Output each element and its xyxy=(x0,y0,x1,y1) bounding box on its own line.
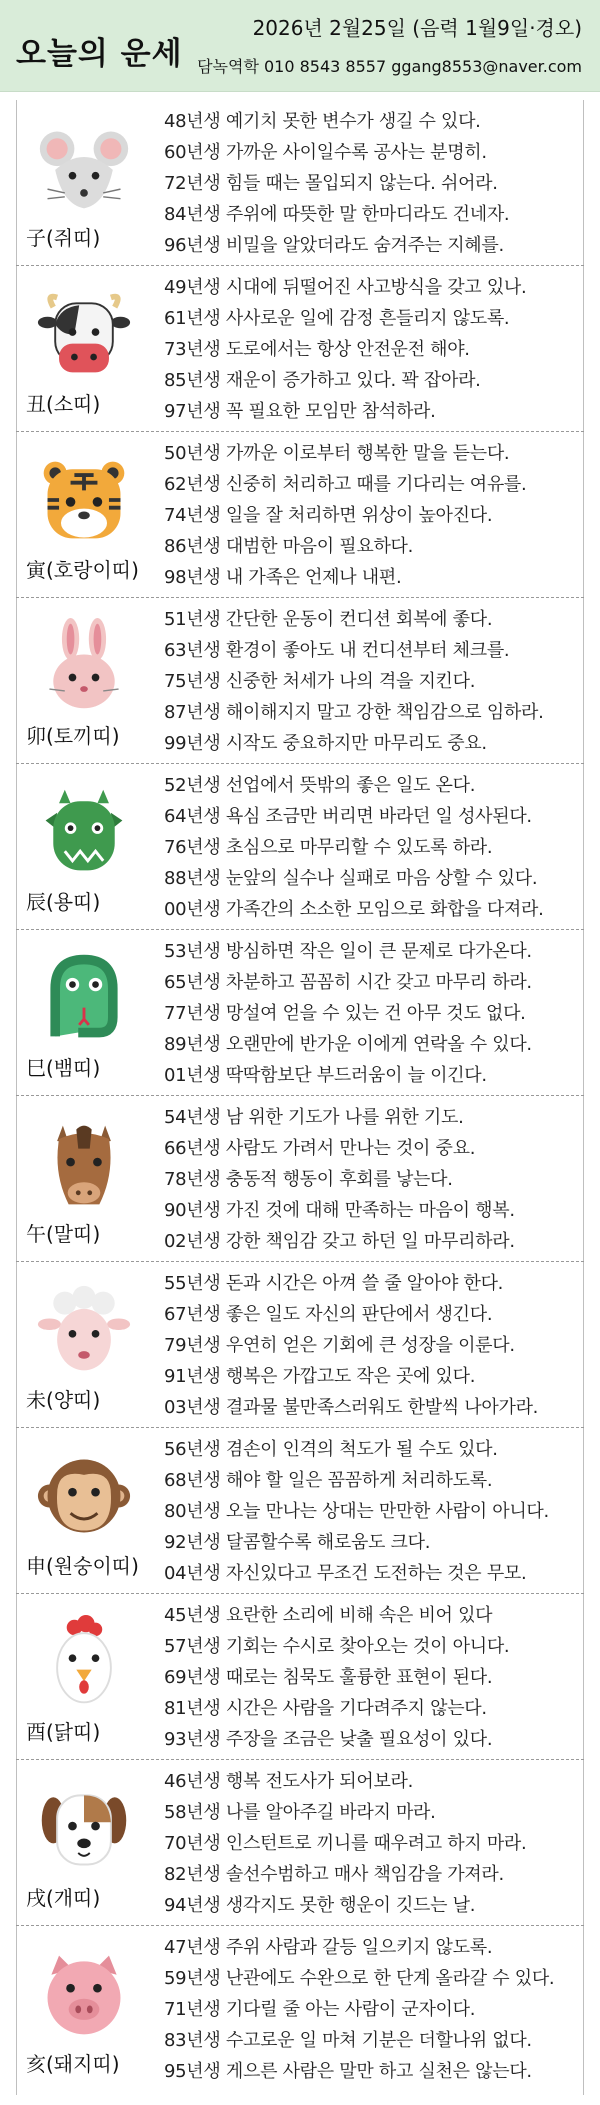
fortune-line: 54년생 남 위한 기도가 나를 위한 기도. xyxy=(164,1107,464,1128)
zodiac-sign: 寅(호랑이띠) xyxy=(26,558,139,582)
fortune-lines xyxy=(164,438,584,593)
fortune-line: 67년생 좋은 일도 자신의 판단에서 생긴다. xyxy=(164,1304,493,1325)
zodiac-sign: 未(양띠) xyxy=(26,1388,101,1412)
fortune-line: 65년생 차분하고 꼼꼼히 시간 갖고 마무리 하라. xyxy=(164,972,532,993)
fortune-line: 46년생 행복 전도사가 되어보라. xyxy=(164,1771,414,1792)
zodiac-section-rooster xyxy=(16,1594,584,1760)
fortune-line: 96년생 비밀을 알았더라도 숨겨주는 지혜를. xyxy=(164,235,504,256)
zodiac-section-rabbit xyxy=(16,598,584,764)
zodiac-section-pig xyxy=(16,1926,584,2092)
fortune-line: 03년생 결과물 불만족스러워도 한발씩 나아가라. xyxy=(164,1397,539,1418)
fortune-line: 53년생 방심하면 작은 일이 큰 문제로 다가온다. xyxy=(164,941,532,962)
fortune-line: 45년생 요란한 소리에 비해 속은 비어 있다 xyxy=(164,1605,493,1626)
contact-line: 담녹역학 010 8543 8557 ggang8553@naver.com xyxy=(197,57,582,76)
fortune-line: 56년생 겸손이 인격의 척도가 될 수도 있다. xyxy=(164,1439,498,1460)
fortune-line: 74년생 일을 잘 처리하면 위상이 높아진다. xyxy=(164,505,493,526)
tiger-icon xyxy=(26,450,142,550)
fortune-line: 52년생 선업에서 뜻밖의 좋은 일도 온다. xyxy=(164,775,476,796)
fortune-line: 82년생 솔선수범하고 매사 책임감을 가져라. xyxy=(164,1864,504,1885)
zodiac-sign: 午(말띠) xyxy=(26,1222,101,1246)
fortune-line: 00년생 가족간의 소소한 모임으로 화합을 다져라. xyxy=(164,899,544,920)
fortune-line: 55년생 돈과 시간은 아껴 쓸 줄 알아야 한다. xyxy=(164,1273,504,1294)
fortune-line: 90년생 가진 것에 대해 만족하는 마음이 행복. xyxy=(164,1200,515,1221)
fortune-line: 64년생 욕심 조금만 버리면 바라던 일 성사된다. xyxy=(164,806,532,827)
fortune-line: 80년생 오늘 만나는 상대는 만만한 사람이 아니다. xyxy=(164,1501,549,1522)
zodiac-sign: 子(쥐띠) xyxy=(26,226,101,250)
zodiac-section-rat xyxy=(16,100,584,266)
fortune-line: 77년생 망설여 얻을 수 있는 건 아무 것도 없다. xyxy=(164,1003,526,1024)
page-title: 오늘의 운세 xyxy=(16,36,183,72)
fortune-line: 79년생 우연히 얻은 기회에 큰 성장을 이룬다. xyxy=(164,1335,515,1356)
horse-icon xyxy=(26,1114,142,1214)
fortune-line: 89년생 오랜만에 반가운 이에게 연락올 수 있다. xyxy=(164,1034,532,1055)
fortune-line: 85년생 재운이 증가하고 있다. 꽉 잡아라. xyxy=(164,370,481,391)
rabbit-icon xyxy=(26,616,142,716)
fortune-line: 84년생 주위에 따뜻한 말 한마디라도 건네자. xyxy=(164,204,510,225)
zodiac-sign: 丑(소띠) xyxy=(26,392,101,416)
fortune-lines xyxy=(164,272,584,427)
rat-icon xyxy=(26,118,142,218)
dragon-icon xyxy=(26,782,142,882)
fortune-line: 01년생 딱딱함보단 부드러움이 늘 이긴다. xyxy=(164,1065,487,1086)
fortune-line: 66년생 사람도 가려서 만나는 것이 중요. xyxy=(164,1138,476,1159)
fortune-line: 50년생 가까운 이로부터 행복한 말을 듣는다. xyxy=(164,443,510,464)
fortune-lines xyxy=(164,604,584,759)
fortune-line: 70년생 인스턴트로 끼니를 때우려고 하지 마라. xyxy=(164,1833,527,1854)
date-line: 2026년 2월25일 (음력 1월9일·경오) xyxy=(252,16,582,40)
zodiac-section-tiger xyxy=(16,432,584,598)
fortune-line: 98년생 내 가족은 언제나 내편. xyxy=(164,567,402,588)
fortune-line: 73년생 도로에서는 항상 안전운전 해야. xyxy=(164,339,470,360)
fortune-line: 57년생 기회는 수시로 찾아오는 것이 아니다. xyxy=(164,1636,510,1657)
fortune-line: 93년생 주장을 조금은 낮출 필요성이 있다. xyxy=(164,1729,493,1750)
zodiac-section-dog xyxy=(16,1760,584,1926)
fortune-line: 51년생 간단한 운동이 컨디션 회복에 좋다. xyxy=(164,609,493,630)
zodiac-sign: 酉(닭띠) xyxy=(26,1720,101,1744)
fortune-line: 78년생 충동적 행동이 후회를 낳는다. xyxy=(164,1169,453,1190)
fortune-lines xyxy=(164,1766,584,1921)
fortune-line: 72년생 힘들 때는 몰입되지 않는다. 쉬어라. xyxy=(164,173,498,194)
fortune-lines xyxy=(164,1434,584,1589)
fortune-line: 83년생 수고로운 일 마쳐 기분은 더할나위 없다. xyxy=(164,2030,532,2051)
fortune-line: 47년생 주위 사람과 갈등 일으키지 않도록. xyxy=(164,1937,493,1958)
fortune-line: 71년생 기다릴 줄 아는 사람이 군자이다. xyxy=(164,1999,476,2020)
zodiac-section-dragon xyxy=(16,764,584,930)
sheep-icon xyxy=(26,1280,142,1380)
fortune-line: 62년생 신중히 처리하고 때를 기다리는 여유를. xyxy=(164,474,527,495)
fortune-line: 02년생 강한 책임감 갖고 하던 일 마무리하라. xyxy=(164,1231,515,1252)
zodiac-section-sheep xyxy=(16,1262,584,1428)
fortune-line: 63년생 환경이 좋아도 내 컨디션부터 체크를. xyxy=(164,640,510,661)
zodiac-sign: 卯(토끼띠) xyxy=(26,724,120,748)
fortune-line: 94년생 생각지도 못한 행운이 깃드는 날. xyxy=(164,1895,476,1916)
zodiac-section-ox xyxy=(16,266,584,432)
fortune-line: 69년생 때로는 침묵도 훌륭한 표현이 된다. xyxy=(164,1667,493,1688)
fortune-line: 81년생 시간은 사람을 기다려주지 않는다. xyxy=(164,1698,487,1719)
fortune-line: 75년생 신중한 처세가 나의 격을 지킨다. xyxy=(164,671,476,692)
fortune-line: 04년생 자신있다고 무조건 도전하는 것은 무모. xyxy=(164,1563,527,1584)
fortune-line: 59년생 난관에도 수완으로 한 단계 올라갈 수 있다. xyxy=(164,1968,555,1989)
rooster-icon xyxy=(26,1612,142,1712)
fortune-lines xyxy=(164,1268,584,1423)
fortune-lines xyxy=(164,1102,584,1257)
ox-icon xyxy=(26,284,142,384)
fortune-line: 60년생 가까운 사이일수록 공사는 분명히. xyxy=(164,142,487,163)
fortune-line: 88년생 눈앞의 실수나 실패로 마음 상할 수 있다. xyxy=(164,868,538,889)
fortune-line: 99년생 시작도 중요하지만 마무리도 중요. xyxy=(164,733,487,754)
fortune-line: 76년생 초심으로 마무리할 수 있도록 하라. xyxy=(164,837,493,858)
fortune-line: 95년생 게으른 사람은 말만 하고 실천은 않는다. xyxy=(164,2061,532,2082)
zodiac-section-monkey xyxy=(16,1428,584,1594)
zodiac-sign: 亥(돼지띠) xyxy=(26,2052,120,2076)
fortune-lines xyxy=(164,1600,584,1755)
fortune-line: 86년생 대범한 마음이 필요하다. xyxy=(164,536,414,557)
fortune-line: 97년생 꼭 필요한 모임만 참석하라. xyxy=(164,401,436,422)
zodiac-sign: 戌(개띠) xyxy=(26,1886,101,1910)
pig-icon xyxy=(26,1944,142,2044)
zodiac-section-horse xyxy=(16,1096,584,1262)
fortune-lines xyxy=(164,936,584,1091)
zodiac-sign: 巳(뱀띠) xyxy=(26,1056,101,1080)
fortune-line: 61년생 사사로운 일에 감정 흔들리지 않도록. xyxy=(164,308,510,329)
fortune-line: 49년생 시대에 뒤떨어진 사고방식을 갖고 있나. xyxy=(164,277,527,298)
snake-icon xyxy=(26,948,142,1048)
zodiac-sign: 申(원숭이띠) xyxy=(26,1554,139,1578)
fortune-line: 48년생 예기치 못한 변수가 생길 수 있다. xyxy=(164,111,481,132)
fortune-line: 92년생 달콤할수록 해로움도 크다. xyxy=(164,1532,431,1553)
fortune-lines xyxy=(164,1932,584,2087)
fortune-line: 91년생 행복은 가깝고도 작은 곳에 있다. xyxy=(164,1366,476,1387)
page-header xyxy=(0,0,600,92)
fortune-lines xyxy=(164,770,584,925)
fortune-lines xyxy=(164,106,584,261)
zodiac-sign: 辰(용띠) xyxy=(26,890,101,914)
fortune-line: 58년생 나를 알아주길 바라지 마라. xyxy=(164,1802,436,1823)
monkey-icon xyxy=(26,1446,142,1546)
fortune-line: 68년생 해야 할 일은 꼼꼼하게 처리하도록. xyxy=(164,1470,493,1491)
zodiac-section-snake xyxy=(16,930,584,1096)
dog-icon xyxy=(26,1778,142,1878)
fortune-line: 87년생 해이해지지 말고 강한 책임감으로 임하라. xyxy=(164,702,544,723)
